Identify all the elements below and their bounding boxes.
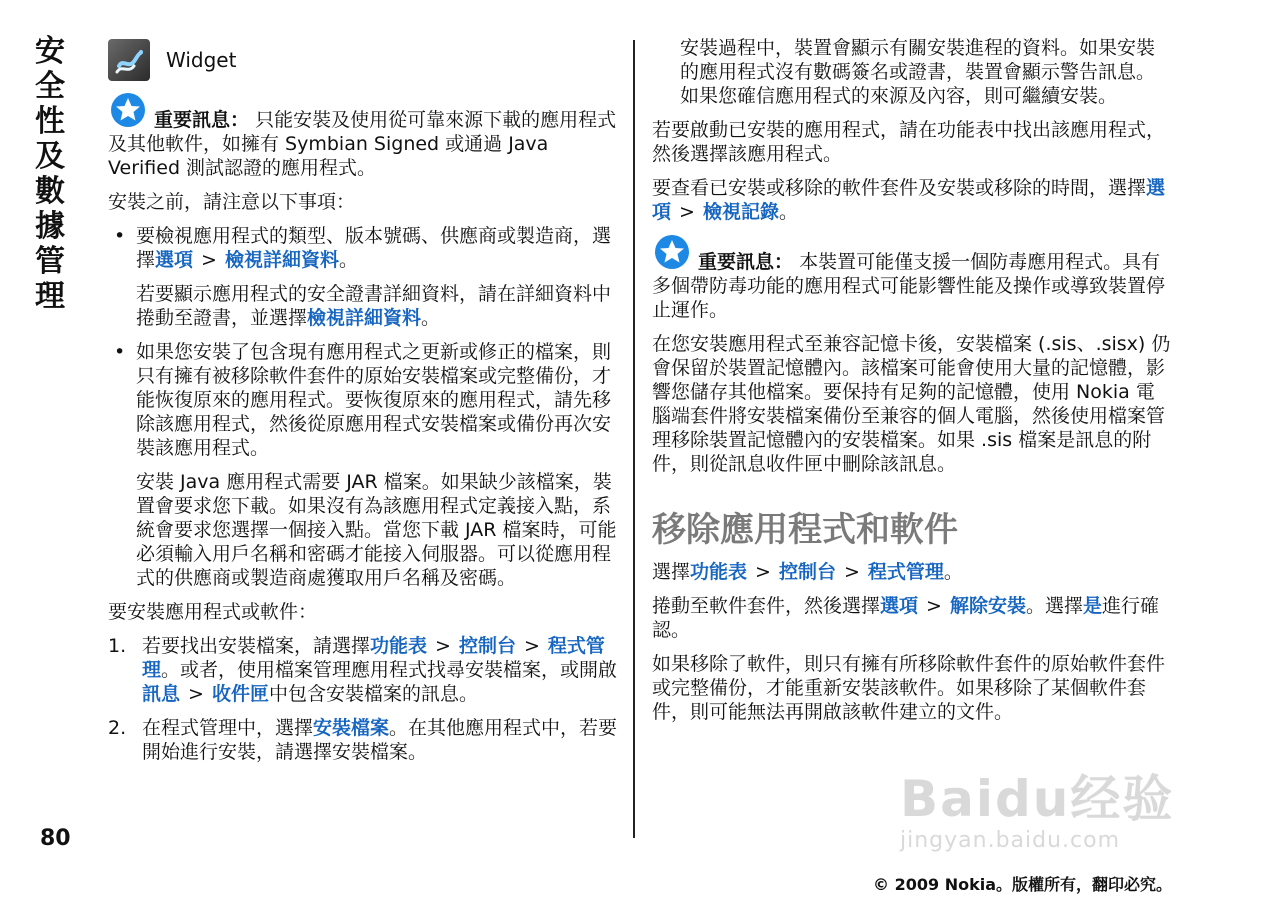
star-icon	[652, 234, 696, 272]
page-number: 80	[40, 826, 71, 851]
separator-arrow: >	[926, 595, 942, 617]
menu-link[interactable]: 功能表	[690, 561, 748, 583]
sub-text: 若要顯示應用程式的安全證書詳細資料，請在詳細資料中捲動至證書，並選擇	[136, 283, 612, 329]
remove-nav-text	[652, 560, 1172, 584]
paragraph-text: 。選擇	[1025, 595, 1083, 617]
uninstall-link[interactable]: 解除安裝	[949, 595, 1026, 617]
install-progress-text: 安裝過程中，裝置會顯示有關安裝進程的資料。如果安裝的應用程式沒有數碼簽名或證書，裝置會顯示警告訊息。如果您確信應用程式的來源及內容，則可繼續安裝。	[680, 37, 1156, 107]
list-item-subtext	[108, 282, 623, 330]
star-icon	[108, 92, 152, 130]
paragraph-text: 選擇	[652, 561, 691, 583]
list-item-text: 要檢視應用程式的類型、版本號碼、供應商或製造商，選擇	[136, 225, 612, 271]
uninstall-text	[652, 594, 1172, 642]
widget-icon	[108, 39, 150, 81]
bullet-mark: •	[114, 225, 126, 247]
step-text: 在程式管理中，選擇	[142, 717, 314, 739]
list-item	[108, 340, 623, 460]
install-file-link[interactable]: 安裝檔案	[313, 717, 390, 739]
before-install-text: 安裝之前，請注意以下事項：	[108, 191, 356, 213]
separator-arrow: >	[188, 683, 204, 705]
view-log-link[interactable]: 檢視記錄	[702, 201, 779, 223]
paragraph-end: 。	[943, 561, 963, 583]
view-log-text	[652, 176, 1172, 224]
inbox-link[interactable]: 收件匣	[211, 683, 269, 705]
chapter-title: 安全性及數據管理	[35, 34, 65, 314]
step-item	[108, 716, 623, 764]
view-details-link[interactable]: 檢視詳細資料	[224, 249, 339, 271]
note-text: 本裝置可能僅支援一個防毒應用程式。具有多個帶防毒功能的應用程式可能影響性能及操作或導致裝置停止運作。	[652, 251, 1166, 321]
sub-text-end: 。	[421, 307, 441, 329]
note-label: 重要訊息：	[154, 109, 250, 131]
copyright-footer: © 2009 Nokia。版權所有，翻印必究。	[873, 875, 1172, 894]
control-panel-link[interactable]: 控制台	[778, 561, 836, 583]
yes-link[interactable]: 是	[1082, 595, 1102, 617]
step-item	[108, 634, 623, 706]
note-text: 只能安裝及使用從可靠來源下載的應用程式及其他軟件，如擁有 Symbian Signed 或通過 Java Verified 測試認證的應用程式。	[108, 109, 617, 179]
list-item-subtext: 安裝 Java 應用程式需要 JAR 檔案。如果缺少該檔案，裝置會要求您下載。如果沒有為該應用程式定義接入點，系統會要求您選擇一個接入點。當您下載 JAR 檔案時，可能必須輸入用戶名稱和密碼才能接入伺服器。可以從應用程式的供應商或製造商處獲取用戶名稱及密碼。	[136, 471, 617, 589]
paragraph-text: 進行確認。	[652, 595, 1160, 641]
app-manager-link[interactable]: 程式管理	[142, 635, 605, 681]
note-label: 重要訊息：	[698, 251, 794, 273]
widget-row	[108, 38, 623, 82]
important-note	[652, 234, 1172, 322]
list-item	[108, 224, 623, 272]
separator-arrow: >	[435, 635, 451, 657]
list-item-end: 。	[338, 249, 358, 271]
watermark-logo: Baidu经验	[900, 770, 1175, 828]
launch-text: 若要啟動已安裝的應用程式，請在功能表中找出該應用程式，然後選擇該應用程式。	[652, 119, 1166, 165]
column-divider	[633, 40, 635, 838]
step-text: 若要找出安裝檔案，請選擇	[142, 635, 371, 657]
watermark-url: jingyan.baidu.com	[900, 828, 1121, 853]
options-link[interactable]: 選項	[880, 595, 919, 617]
bullet-mark: •	[114, 341, 126, 363]
widget-label: Widget	[166, 48, 237, 72]
control-panel-link[interactable]: 控制台	[458, 635, 516, 657]
important-note	[108, 92, 623, 180]
step-text: 中包含安裝檔案的訊息。	[268, 683, 478, 705]
left-column	[108, 38, 623, 774]
step-number: 2.	[108, 717, 127, 739]
list-item-text: 如果您安裝了包含現有應用程式之更新或修正的檔案，則只有擁有被移除軟件套件的原始安裝檔案或完整備份，才能恢復原來的應用程式。要恢復原來的應用程式，請先移除該應用程式，然後從原應用程式安裝檔案或備份再次安裝該應用程式。	[136, 341, 612, 459]
separator-arrow: >	[755, 561, 771, 583]
section-heading: 移除應用程式和軟件	[652, 510, 958, 550]
messaging-link[interactable]: 訊息	[142, 683, 181, 705]
separator-arrow: >	[679, 201, 695, 223]
separator-arrow: >	[201, 249, 217, 271]
step-number: 1.	[108, 635, 127, 657]
removed-text: 如果移除了軟件，則只有擁有所移除軟件套件的原始軟件套件或完整備份，才能重新安裝該軟件。如果移除了某個軟件套件，則可能無法再開啟該軟件建立的文件。	[652, 653, 1166, 723]
menu-link[interactable]: 功能表	[370, 635, 428, 657]
separator-arrow: >	[523, 635, 540, 657]
view-details-link[interactable]: 檢視詳細資料	[307, 307, 422, 329]
paragraph-text: 要查看已安裝或移除的軟件套件及安裝或移除的時間，選擇	[652, 177, 1147, 199]
paragraph-text: 捲動至軟件套件，然後選擇	[652, 595, 881, 617]
step-text: 。在其他應用程式中，若要開始進行安裝，請選擇安裝檔案。	[142, 717, 618, 763]
app-manager-link[interactable]: 程式管理	[867, 561, 944, 583]
memory-text: 在您安裝應用程式至兼容記憶卡後，安裝檔案 (.sis、.sisx) 仍會保留於裝置記憶體內。該檔案可能會使用大量的記憶體，影響您儲存其他檔案。要保持有足夠的記憶體，使用 Nokia 電腦端套件將安裝檔案備份至兼容的個人電腦，然後使用檔案管理移除裝置記憶體內的安裝檔案。如果 .sis 檔案是訊息的附件，則從訊息收件匣中刪除該訊息。	[652, 333, 1171, 475]
watermark	[900, 770, 1210, 865]
step-text: 。或者，使用檔案管理應用程式找尋安裝檔案，或開啟	[161, 659, 618, 681]
right-column	[652, 36, 1172, 734]
separator-arrow: >	[843, 561, 860, 583]
paragraph-end: 。	[778, 201, 798, 223]
options-link[interactable]: 選項	[155, 249, 194, 271]
to-install-text: 要安裝應用程式或軟件：	[108, 601, 318, 623]
options-link[interactable]: 選項	[652, 177, 1166, 223]
